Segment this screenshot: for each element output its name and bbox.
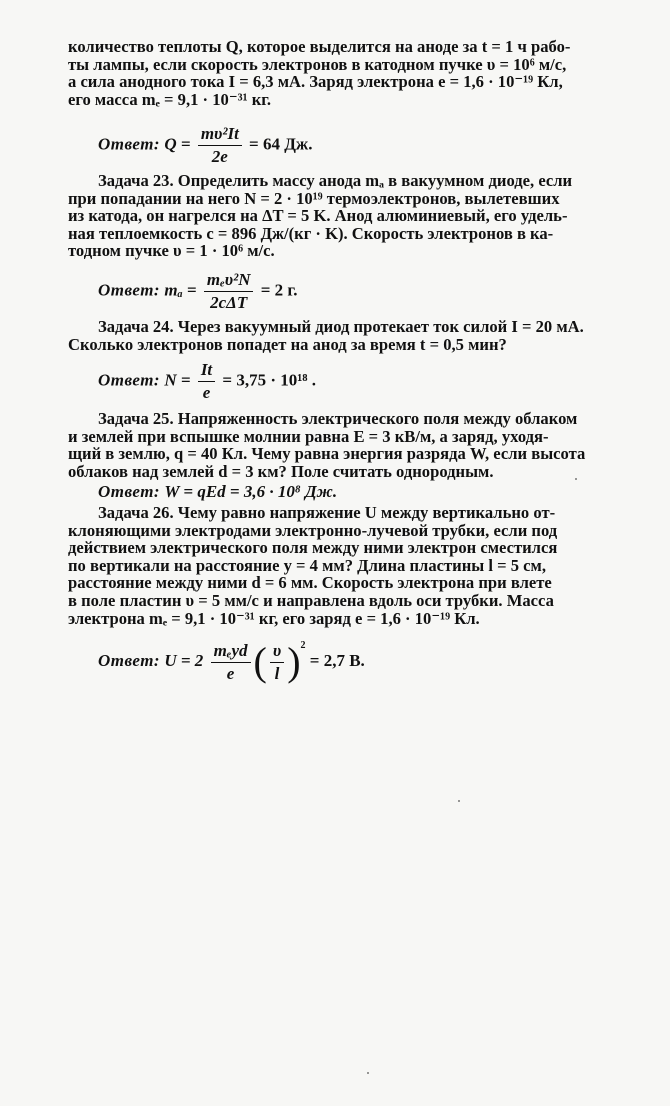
formula: W = qEd = 3,6 · 10⁸ Дж.	[164, 482, 338, 501]
answer-22	[98, 124, 313, 167]
fraction-denominator: 2cΔT	[210, 293, 248, 312]
fraction-numerator: mₑυ²N	[204, 270, 254, 292]
fraction-numerator: mₑyd	[211, 641, 251, 663]
scan-speck	[575, 478, 577, 480]
text-line	[68, 318, 646, 336]
task-25-text	[68, 410, 646, 480]
formula-lhs: N =	[164, 370, 191, 390]
task-title: Задача 25.	[98, 409, 174, 428]
formula-result: = 2,7 В.	[309, 651, 365, 670]
answer-label: Ответ:	[98, 370, 161, 390]
fraction-numerator: υ	[270, 641, 284, 663]
formula-result: = 2 г.	[260, 280, 298, 300]
text-line: в поле пластин υ = 5 мм/с и направлена вдоль оси трубки. Масса	[68, 590, 554, 610]
task-24-text	[68, 318, 646, 353]
formula-result: = 64 Дж.	[249, 134, 313, 154]
text-line: тодном пучке υ = 1 · 10⁶ м/с.	[68, 241, 275, 261]
answer-26	[98, 640, 365, 684]
fraction-numerator: It	[198, 360, 215, 382]
scan-speck	[458, 800, 460, 802]
text-line: ная теплоемкость c = 896 Дж/(кг · K). Скорость электронов в ка-	[68, 223, 554, 243]
left-paren: (	[253, 639, 267, 685]
text-line: щий в землю, q = 40 Кл. Чему равна энергия разряда W, если высота	[68, 444, 586, 464]
answer-label: Ответ:	[98, 482, 161, 501]
text-line: электрона mₑ = 9,1 · 10⁻³¹ кг, его заряд e = 1,6 · 10⁻¹⁹ Кл.	[68, 608, 480, 628]
fraction	[270, 641, 284, 684]
fraction	[198, 360, 215, 403]
task-title: Задача 23.	[98, 171, 174, 190]
text-line: клоняющими электродами электронно-лучевой трубки, если под	[68, 520, 558, 540]
fraction-denominator: l	[274, 663, 280, 683]
fraction-denominator: 2e	[211, 147, 228, 166]
formula-lhs: U = 2	[164, 651, 204, 670]
fraction-denominator: e	[226, 663, 235, 683]
answer-24	[98, 360, 316, 403]
text-span: Чему равно напряжение U между вертикально от-	[177, 503, 556, 522]
scan-speck	[367, 1072, 369, 1074]
text-line: расстояние между ними d = 6 мм. Скорость электрона при влете	[68, 573, 552, 593]
answer-label: Ответ:	[98, 280, 161, 300]
text-line: из катода, он нагрелся на ΔT = 5 K. Анод алюминиевый, его удель-	[68, 206, 568, 226]
text-line: по вертикали на расстояние y = 4 мм? Длина пластины l = 5 см,	[68, 555, 546, 575]
answer-25	[98, 482, 337, 502]
text-line	[68, 172, 646, 190]
text-line	[68, 504, 646, 522]
fraction	[204, 270, 254, 313]
exponent: 2	[300, 640, 306, 651]
fraction-numerator: mυ²It	[198, 124, 242, 146]
answer-23	[98, 270, 297, 313]
text-line: и землей при вспышке молнии равна E = 3 кВ/м, а заряд, уходя-	[68, 426, 549, 446]
text-span: Определить массу анода mₐ в вакуумном диоде, если	[177, 171, 573, 190]
formula-lhs: Q =	[164, 134, 191, 154]
text-span: Через вакуумный диод протекает ток силой I = 20 мА.	[177, 317, 584, 336]
answer-label: Ответ:	[98, 134, 161, 154]
text-line: облаков над землей d = 3 км? Поле считать однородным.	[68, 461, 494, 481]
formula-lhs: mₐ =	[164, 280, 197, 300]
text-line: Сколько электронов попадет на анод за время t = 0,5 мин?	[68, 334, 507, 354]
text-span: Напряженность электрического поля между облаком	[177, 409, 578, 428]
text-line: а сила анодного тока I = 6,3 мА. Заряд электрона e = 1,6 · 10⁻¹⁹ Кл,	[68, 72, 563, 92]
text-line: ты лампы, если скорость электронов в катодном пучке υ = 10⁶ м/с,	[68, 54, 567, 74]
text-line: действием электрического поля между ними электрон сместился	[68, 538, 558, 558]
fraction-denominator: e	[202, 383, 211, 402]
task-title: Задача 26.	[98, 503, 174, 522]
formula-result: = 3,75 · 10¹⁸ .	[222, 370, 316, 390]
task-title: Задача 24.	[98, 317, 174, 336]
task-22-text	[68, 38, 646, 108]
fraction	[198, 124, 242, 167]
text-line: его масса mₑ = 9,1 · 10⁻³¹ кг.	[68, 89, 272, 109]
text-line: при попадании на него N = 2 · 10¹⁹ термоэлектронов, вылетевших	[68, 188, 560, 208]
answer-label: Ответ:	[98, 651, 161, 670]
text-line	[68, 410, 646, 428]
right-paren: )	[287, 639, 301, 685]
task-23-text	[68, 172, 646, 260]
task-26-text	[68, 504, 646, 627]
text-line: количество теплоты Q, которое выделится на аноде за t = 1 ч рабо-	[68, 37, 571, 56]
fraction	[211, 641, 251, 684]
